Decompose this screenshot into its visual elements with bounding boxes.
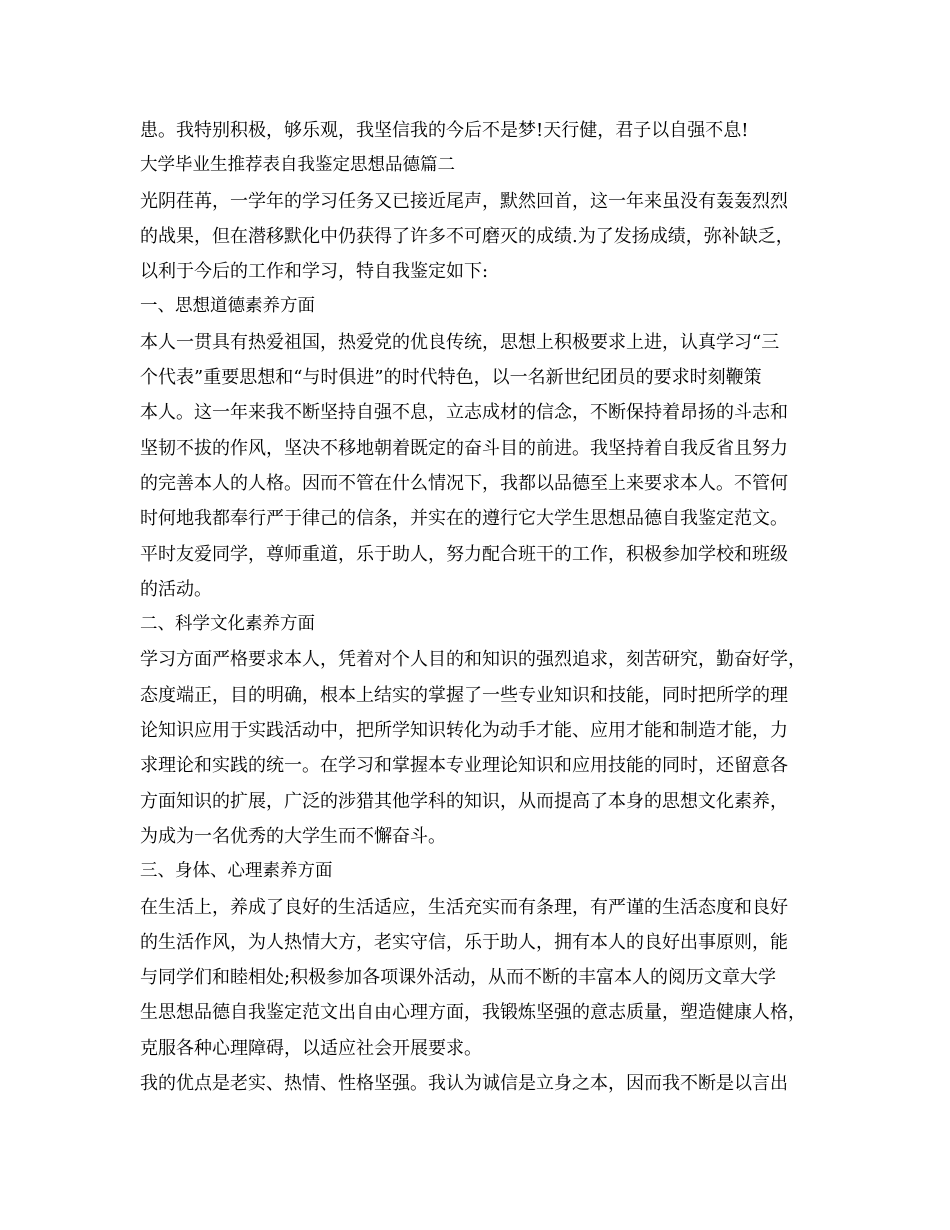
text-line: 生思想品德自我鉴定范文出自由心理方面，我锻炼坚强的意志质量，塑造健康人格， (140, 1002, 806, 1024)
text-line: 时何地我都奉行严于律己的信条，并实在的遵行它大学生思想品德自我鉴定范文。 (140, 508, 788, 530)
text-line: 本人。这一年来我不断坚持自强不息，立志成材的信念，不断保持着昂扬的斗志和 (140, 402, 788, 424)
section-heading: 二、科学文化素养方面 (140, 614, 315, 635)
text-line: 的生活作风，为人热情大方，老实守信，乐于助人，拥有本人的良好出事原则，能 (140, 931, 788, 953)
text-line: 光阴荏苒，一学年的学习任务又已接近尾声，默然回首，这一年来虽没有轰轰烈烈 (140, 190, 788, 212)
section-heading: 一、思想道德素养方面 (140, 296, 315, 317)
text-line: 态度端正，目的明确，根本上结实的掌握了一些专业知识和技能，同时把所学的理 (140, 684, 788, 706)
section-heading: 三、身体、心理素养方面 (140, 861, 333, 882)
text-line: 求理论和实践的统一。在学习和掌握本专业理论知识和应用技能的同时，还留意各 (140, 755, 788, 777)
text-line: 本人一贯具有热爱祖国，热爱党的优良传统，思想上积极要求上进，认真学习“三 (140, 331, 780, 353)
text-line: 个代表”重要思想和“与时俱进”的时代特色，以一名新世纪团员的要求时刻鞭策 (140, 367, 762, 389)
text-line: 论知识应用于实践活动中，把所学知识转化为动手才能、应用才能和制造才能，力 (140, 720, 788, 742)
text-line: 的战果，但在潜移默化中仍获得了许多不可磨灭的成绩.为了发扬成绩，弥补缺乏， (140, 225, 794, 247)
text-line: 的活动。 (140, 578, 212, 600)
text-line: 坚韧不拔的作风，坚决不移地朝着既定的奋斗目的前进。我坚持着自我反省且努力 (140, 437, 788, 459)
text-line: 方面知识的扩展，广泛的涉猎其他学科的知识，从而提高了本身的思想文化素养， (140, 790, 788, 812)
text-line: 我的优点是老实、热情、性格坚强。我认为诚信是立身之本，因而我不断是以言出 (140, 1073, 788, 1095)
document-body (140, 113, 830, 1101)
text-line: 为成为一名优秀的大学生而不懈奋斗。 (140, 825, 446, 847)
text-line: 患。我特别积极，够乐观，我坚信我的今后不是梦!天行健，君子以自强不息! (140, 120, 749, 141)
text-line: 在生活上，养成了良好的生活适应，生活充实而有条理，有严谨的生活态度和良好 (140, 896, 788, 918)
text-line: 与同学们和睦相处;积极参加各项课外活动，从而不断的丰富本人的阅历文章大学 (140, 967, 777, 989)
text-line: 的完善本人的人格。因而不管在什么情况下，我都以品德至上来要求本人。不管何 (140, 472, 788, 494)
text-line: 平时友爱同学，尊师重道，乐于助人，努力配合班干的工作，积极参加学校和班级 (140, 543, 788, 565)
text-line: 学习方面严格要求本人，凭着对个人目的和知识的强烈追求，刻苦研究，勤奋好学， (140, 649, 806, 671)
text-line: 以利于今后的工作和学习，特自我鉴定如下: (140, 261, 489, 283)
section-title: 大学毕业生推荐表自我鉴定思想品德篇二 (140, 155, 455, 176)
text-line: 克服各种心理障碍，以适应社会开展要求。 (140, 1037, 482, 1059)
